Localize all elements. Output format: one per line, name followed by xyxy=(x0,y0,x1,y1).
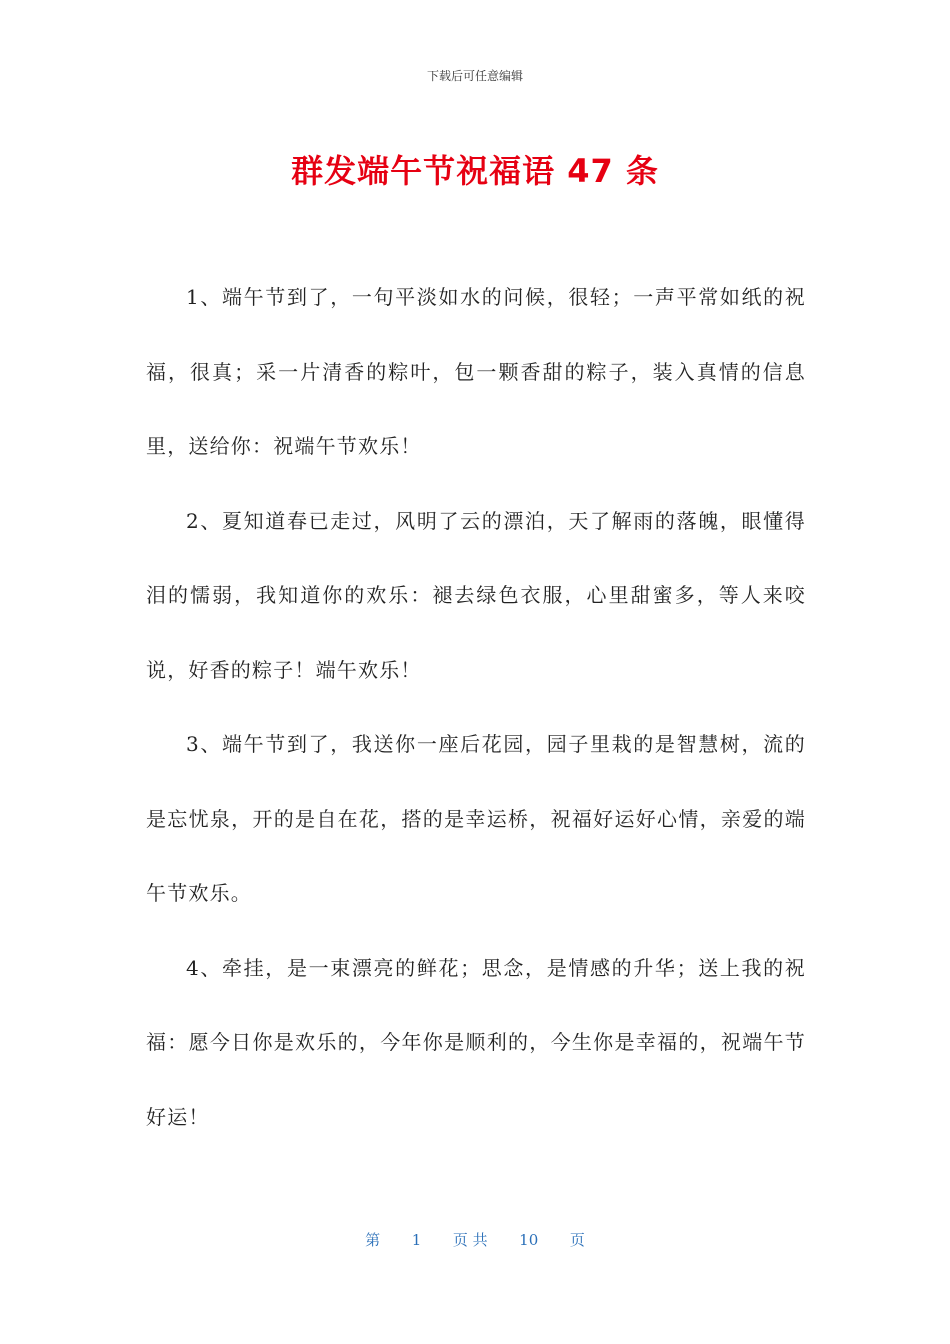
paragraph-1: 1、端午节到了，一句平淡如水的问候，很轻；一声平常如纸的祝福，很真；采一片清香的粽叶，包一颗香甜的粽子，装入真情的信息里，送给你：祝端午节欢乐！ xyxy=(146,285,806,458)
footer-total-pages: 10 xyxy=(519,1231,539,1249)
document-title: 群发端午节祝福语 47 条 xyxy=(291,152,659,190)
paragraph-2: 2、夏知道春已走过，风明了云的漂泊，天了解雨的落魄，眼懂得泪的懦弱，我知道你的欢乐：褪去绿色衣服，心里甜蜜多，等人来咬说，好香的粽子！端午欢乐！ xyxy=(146,508,806,682)
footer-middle: 页 共 xyxy=(452,1231,488,1249)
footer-current-page: 1 xyxy=(411,1231,422,1249)
page-footer xyxy=(0,1229,950,1250)
footer-suffix: 页 xyxy=(569,1231,585,1249)
footer-prefix: 第 xyxy=(365,1231,381,1249)
paragraph-3: 3、端午节到了，我送你一座后花园，园子里栽的是智慧树，流的是忘忧泉，开的是自在花，搭的是幸运桥，祝福好运好心情，亲爱的端午节欢乐。 xyxy=(146,732,806,905)
paragraph-4: 4、牵挂，是一束漂亮的鲜花；思念，是情感的升华；送上我的祝福：愿今日你是欢乐的，今年你是顺利的，今生你是幸福的，祝端午节好运！ xyxy=(146,955,806,1129)
header-note: 下载后可任意编辑 xyxy=(426,69,523,83)
document-body xyxy=(146,260,806,1154)
